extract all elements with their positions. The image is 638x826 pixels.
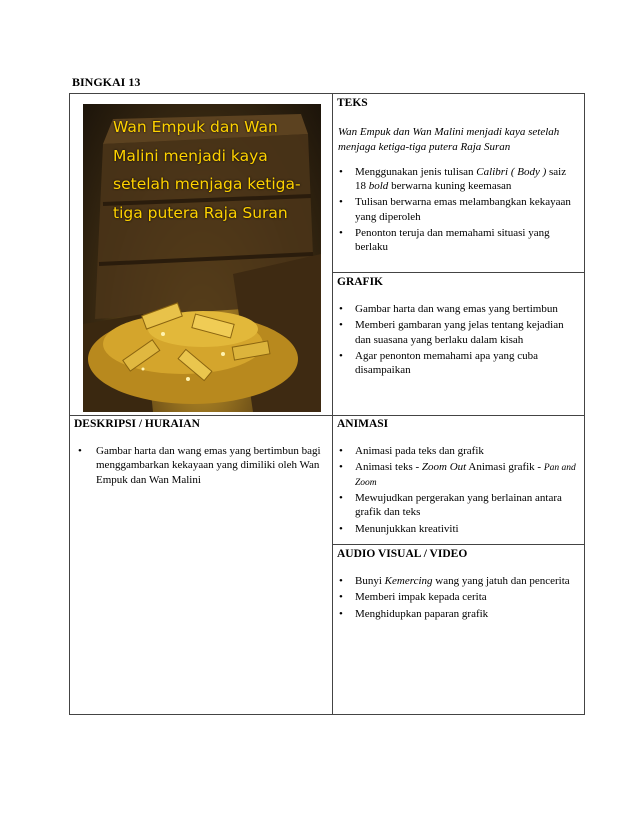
deskripsi-cell	[69, 415, 333, 715]
list-item: • Animasi teks - Zoom Out Animasi grafik - Pan and Zoom	[339, 461, 576, 488]
deskripsi-heading: DESKRIPSI / HURAIAN	[74, 418, 200, 430]
teks-list	[333, 165, 584, 255]
list-item: • Memberi impak kepada cerita	[339, 591, 487, 604]
list-item: • Tulisan berwarna emas melambangkan kekayaan yang diperoleh	[339, 196, 571, 223]
list-item: • Penonton teruja dan memahami situasi yang berlaku	[339, 226, 550, 254]
teks-intro: Wan Empuk dan Wan Malini menjadi kaya setelah menjaga ketiga-tiga putera Raja Suran	[338, 126, 560, 153]
teks-cell	[333, 93, 585, 273]
list-item: • Gambar harta dan wang emas yang bertimbun bagi menggambarkan kekayaan yang dimiliki oleh Wan Empuk dan Wan Malini	[78, 445, 321, 486]
list-item: • Bunyi Kemercing wang yang jatuh dan pencerita	[339, 575, 570, 587]
list-item: • Agar penonton memahami apa yang cuba disampaikan	[339, 349, 538, 377]
animasi-cell	[333, 415, 585, 545]
audio-heading: AUDIO VISUAL / VIDEO	[337, 548, 468, 560]
animasi-list	[333, 444, 584, 536]
storyboard-table	[69, 93, 585, 715]
grafik-heading: GRAFIK	[337, 276, 383, 288]
page-title: BINGKAI 13	[72, 75, 141, 89]
list-item: • Mewujudkan pergerakan yang berlainan antara grafik dan teks	[339, 491, 562, 519]
audio-list	[333, 574, 584, 621]
list-item: • Menghidupkan paparan grafik	[339, 607, 489, 620]
animasi-heading: ANIMASI	[337, 418, 389, 430]
image-caption: Wan Empuk dan Wan Malini menjadi kaya setelah menjaga ketiga-tiga putera Raja Suran	[113, 118, 301, 222]
teks-heading: TEKS	[337, 97, 368, 109]
list-item: • Memberi gambaran yang jelas tentang kejadian dan suasana yang berlaku dalam kisah	[339, 319, 564, 346]
list-item: • Menunjukkan kreativiti	[339, 522, 459, 535]
audio-cell	[333, 544, 585, 715]
list-item: • Gambar harta dan wang emas yang bertimbun	[339, 303, 558, 315]
list-item: • Animasi pada teks dan grafik	[339, 445, 484, 457]
grafik-cell	[333, 272, 585, 416]
grafik-list	[333, 302, 584, 377]
image-cell	[69, 93, 333, 416]
deskripsi-list	[70, 444, 332, 487]
list-item: • Menggunakan jenis tulisan Calibri ( Body ) saiz 18 bold berwarna kuning keemasan	[339, 165, 567, 192]
